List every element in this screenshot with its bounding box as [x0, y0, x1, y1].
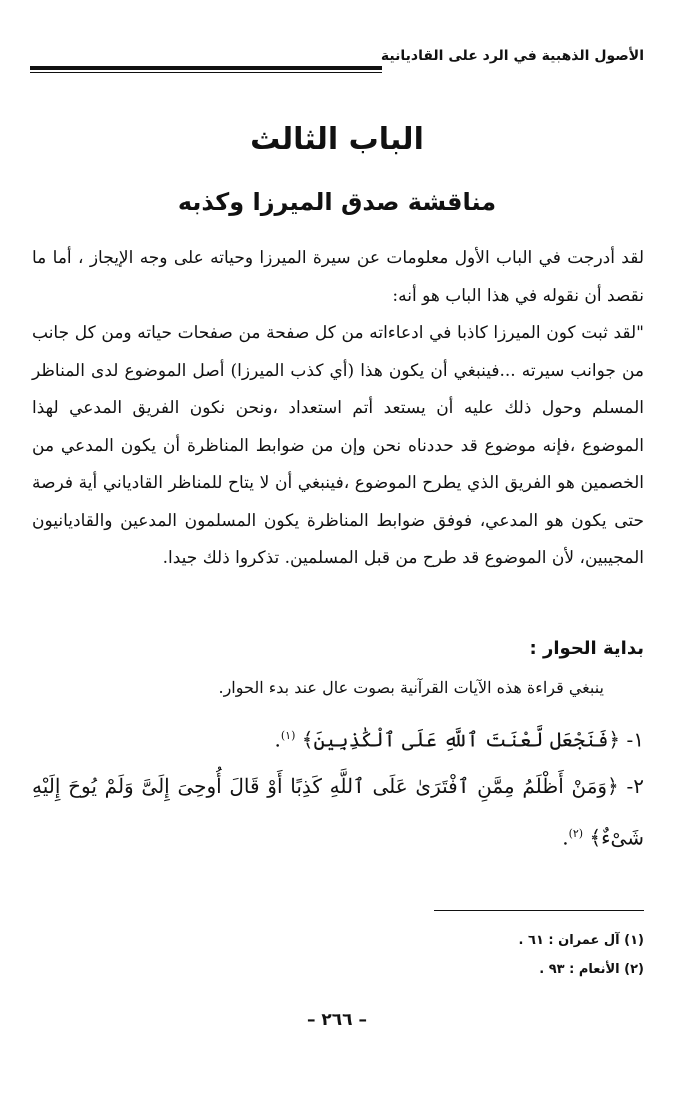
header-rule-thin — [30, 72, 382, 73]
paragraph-intro: لقد أدرجت في الباب الأول معلومات عن سيرة الميرزا وحياته على وجه الإيجاز ، أما ما نقصد أن نقوله في هذا الباب هو أنه: — [32, 248, 644, 306]
chapter-title: الباب الثالث — [250, 122, 424, 157]
verse-text: ٢- ﴿وَمَنْ أَظْلَمُ مِمَّنِ ٱفْتَرَىٰ عَلَى ٱللَّهِ كَذِبًا أَوْ قَالَ أُوحِىَ إِلَىَّ وَلَمْ يُوحَ إِلَيْهِ شَىْءٌ﴾ — [32, 774, 644, 850]
running-header: الأصول الذهبية في الرد على القاديانية — [380, 48, 644, 64]
verse-text: ١- ﴿فَنَجْعَل لَّعْنَتَ ٱللَّهِ عَلَى ٱلْكَٰذِبِينَ﴾ — [301, 727, 644, 752]
chapter-subtitle: مناقشة صدق الميرزا وكذبه — [177, 188, 497, 216]
footnote-ref: (١) — [280, 729, 296, 742]
section-heading: بداية الحوار : — [529, 638, 644, 659]
footnotes — [519, 926, 644, 984]
section-lead: ينبغي قراءة هذه الآيات القرآنية بصوت عال عند بدء الحوار. — [218, 678, 604, 697]
footnote-rule — [434, 910, 644, 911]
page-number: – ٢٦٦ – — [307, 1010, 367, 1030]
quran-verse-1 — [32, 712, 644, 764]
footnote-1: (١) آل عمران : ٦١ . — [518, 933, 644, 948]
footnote-ref: (٢) — [568, 827, 584, 840]
verse-end: . — [562, 825, 569, 850]
header-rule-thick — [30, 66, 382, 70]
paragraph-quote: "لقد ثبت كون الميرزا كاذبا في ادعاءاته من كل صفحة من صفحات حياته ومن كل جانب من جوانب سيرته ...فينبغي أن يكون هذا (أي كذب الميرزا) أصل الموضوع لدى المناظر المسلم وحول ذلك عليه أن يستعد أتم استعداد ،ونحن نكون الفريق المدعي لهذا الموضوع ،فإنه موضوع قد حددناه نحن وإن من ضوابط المناظرة أن يكون المدعي من الخصمين هو الفريق الذي يطرح الموضوع ،فينبغي أن لا يتاح للمناظر القادياني أية فرصة حتى يكون هو المدعي، فوفق ضوابط المناظرة يكون المسلمون المدعين والقاديانيون المجيبين، لأن الموضوع قد طرح من قبل المسلمين. تذكروا ذلك جيدا. — [32, 323, 645, 568]
footnote-2: (٢) الأنعام : ٩٣ . — [539, 962, 644, 977]
body-text — [32, 240, 644, 578]
quran-verse-2 — [32, 762, 644, 862]
verse-end: . — [274, 727, 281, 752]
